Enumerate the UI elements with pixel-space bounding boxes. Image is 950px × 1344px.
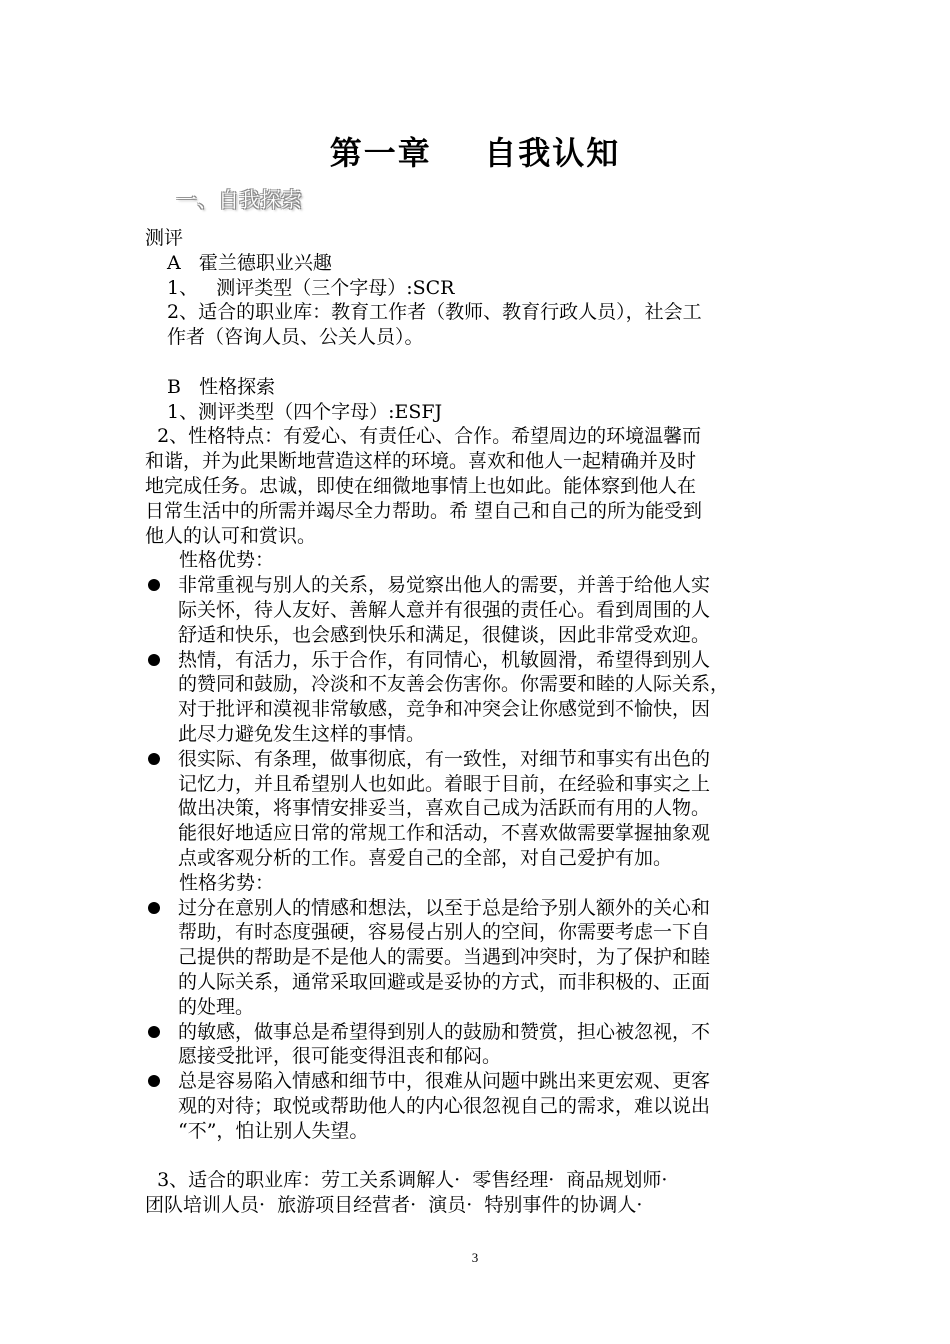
weakness-line: 过分在意别人的情感和想法，以至于总是给予别人额外的关心和 — [178, 896, 711, 919]
strength-line: 记忆力，并且希望别人也如此。着眼于目前，在经验和事实之上 — [178, 772, 711, 795]
bullet-icon — [148, 753, 160, 765]
weakness-line: 的敏感，做事总是希望得到别人的鼓励和赞赏，担心被忽视，不 — [178, 1020, 711, 1043]
strength-line: 的赞同和鼓励，冷淡和不友善会伤害你。你需要和睦的人际关系， — [178, 673, 730, 696]
traits-line: 地完成任务。忠诚，即使在细微地事情上也如此。能体察到他人在 — [145, 474, 697, 497]
holland-item2-line2: 作者（咨询人员、公关人员）。 — [167, 326, 424, 349]
weakness-line: “不”，怕让别人失望。 — [178, 1119, 369, 1142]
bullet-icon — [148, 579, 160, 591]
bullet-icon — [148, 902, 160, 914]
chapter-title: 第一章 自我认知 — [329, 134, 621, 172]
weakness-line: 的处理。 — [178, 995, 255, 1018]
strength-line: 际关怀，待人友好、善解人意并有很强的责任心。看到周围的人 — [178, 598, 711, 621]
weakness-line: 己提供的帮助是不是他人的需要。当遇到冲突时，为了保护和睦 — [178, 946, 711, 969]
traits-line: 他人的认可和赏识。 — [145, 524, 317, 547]
weaknesses-label: 性格劣势： — [179, 871, 275, 894]
strength-item — [145, 573, 815, 647]
strengths-label: 性格优势： — [179, 549, 275, 572]
strength-line: 能很好地适应日常的常规工作和活动，不喜欢做需要掌握抽象观 — [178, 822, 711, 845]
strength-line: 点或客观分析的工作。喜爱自己的全部，对自己爱护有加。 — [178, 846, 673, 869]
strength-item — [145, 747, 815, 871]
weakness-line: 的人际关系，通常采取回避或是妥协的方式，而非积极的、正面 — [178, 970, 711, 993]
strength-line: 此尽力避免发生这样的事情。 — [178, 722, 426, 745]
bullet-icon — [148, 1075, 160, 1087]
strength-line: 很实际、有条理，做事彻底，有一致性，对细节和事实有出色的 — [178, 747, 711, 770]
page-number: 3 — [471, 1250, 479, 1265]
weakness-line: 总是容易陷入情感和细节中，很难从问题中跳出来更宏观、更客 — [178, 1070, 711, 1093]
weakness-item — [145, 1020, 815, 1070]
weakness-line: 帮助，有时态度强硬，容易侵占别人的空间，你需要考虑一下自 — [178, 921, 711, 944]
document-body — [145, 226, 815, 1218]
holland-title: A 霍兰德职业兴趣 — [167, 251, 332, 274]
traits-line: 2、性格特点：有爱心、有责任心、合作。希望周边的环境温馨而 — [145, 425, 702, 448]
strength-line: 非常重视与别人的关系，易觉察出他人的需要，并善于给他人实 — [178, 574, 711, 597]
label-ceping: 测评 — [145, 227, 184, 249]
personality-title: B 性格探索 — [167, 375, 276, 398]
strength-line: 舒适和快乐，也会感到快乐和满足，很健谈，因此非常受欢迎。 — [178, 623, 711, 646]
strength-line: 对于批评和漠视非常敏感，竞争和冲突会让你感觉到不愉快，因 — [178, 698, 711, 721]
careers-line: 团队培训人员· 旅游项目经营者· 演员· 特别事件的协调人· — [145, 1194, 643, 1217]
blank-line — [145, 350, 815, 375]
careers-line: 3、适合的职业库：劳工关系调解人· 零售经理· 商品规划师· — [145, 1169, 668, 1192]
bullet-icon — [148, 654, 160, 666]
traits-paragraph — [145, 424, 815, 548]
weakness-item — [145, 1069, 815, 1143]
strength-line: 做出决策，将事情安排妥当，喜欢自己成为活跃而有用的人物。 — [178, 797, 711, 820]
strength-line: 热情，有活力，乐于合作，有同情心，机敏圆滑，希望得到别人 — [178, 648, 711, 671]
traits-line: 日常生活中的所需并竭尽全力帮助。希 望自己和自己的所为能受到 — [145, 499, 703, 522]
bullet-icon — [148, 1026, 160, 1038]
blank-line — [145, 1143, 815, 1168]
holland-item1: 1、 测评类型（三个字母）:SCR — [167, 276, 455, 299]
traits-line: 和谐，并为此果断地营造这样的环境。喜欢和他人一起精确并及时 — [145, 450, 697, 473]
personality-item1: 1、测评类型（四个字母）:ESFJ — [167, 400, 443, 423]
section-heading: 一、自我探索 — [176, 188, 302, 212]
holland-item2-line1: 2、适合的职业库：教育工作者（教师、教育行政人员），社会工 — [167, 301, 702, 324]
strength-item — [145, 648, 815, 747]
weakness-line: 愿接受批评，很可能变得沮丧和郁闷。 — [178, 1045, 502, 1068]
weakness-item — [145, 896, 815, 1020]
weakness-line: 观的对待；取悦或帮助他人的内心很忽视自己的需求，难以说出 — [178, 1094, 711, 1117]
